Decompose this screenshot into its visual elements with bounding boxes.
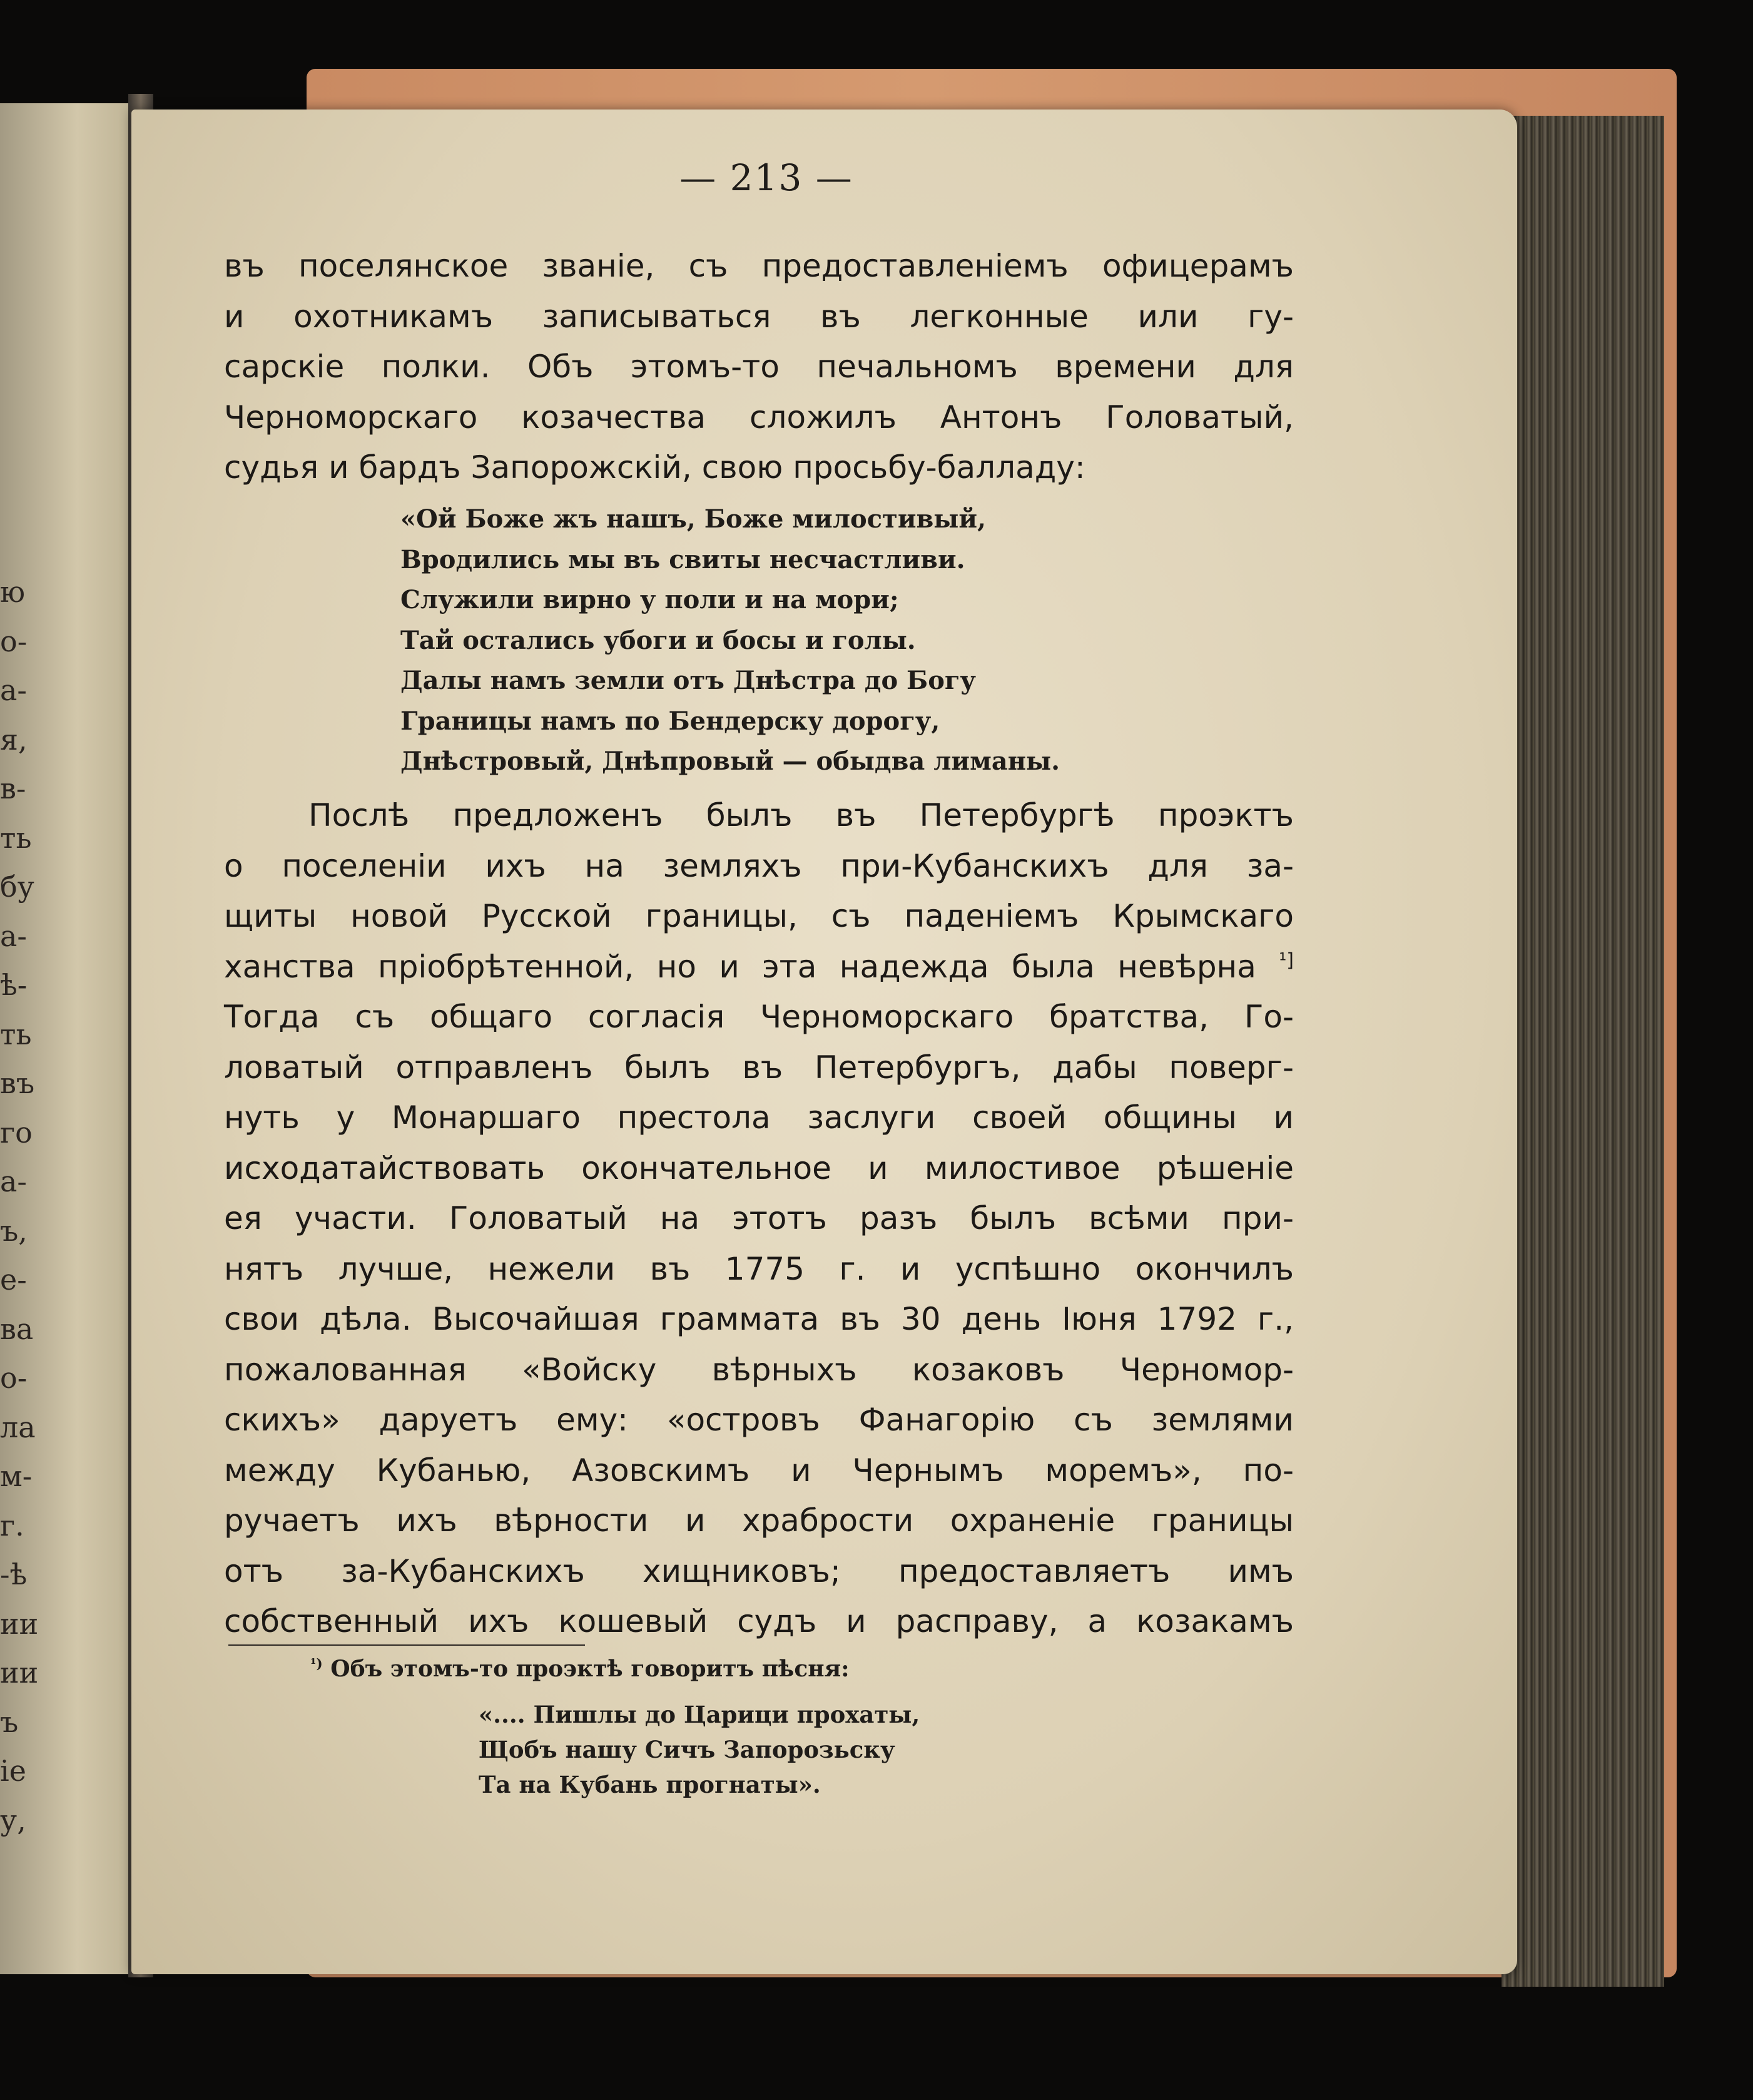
song-line: Та на Кубань прогнаты». — [479, 1771, 821, 1798]
footnote-text: Объ этомъ-то проэктѣ говоритъ пѣсня: — [330, 1656, 850, 1682]
fragment: іе — [0, 1754, 26, 1788]
fragment: ии — [0, 1656, 39, 1690]
fragment: а- — [0, 1165, 27, 1198]
text-line: нуть у Монаршаго престола заслуги своей общины и — [224, 1099, 1294, 1136]
left-page-text-fragments — [0, 568, 44, 1845]
fragment: г. — [0, 1508, 24, 1542]
text-line: между Кубанью, Азовскимъ и Чернымъ моремъ», по- — [224, 1452, 1294, 1489]
fragment: ъ, — [0, 1213, 28, 1248]
fragment: бу — [0, 870, 34, 904]
poem-line: Границы намъ по Бендерску дорогу, — [400, 706, 940, 736]
fragment: а- — [0, 919, 27, 953]
left-page — [0, 103, 141, 1974]
text-line: Послѣ предложенъ былъ въ Петербургѣ проэктъ — [308, 797, 1294, 833]
text-line: о поселеніи ихъ на земляхъ при-Кубанскихъ для за- — [224, 847, 1294, 884]
ballad-quote — [400, 499, 1214, 782]
footnote-song — [479, 1697, 1229, 1802]
text-line: ея участи. Головатый на этотъ разъ былъ всѣми при- — [224, 1200, 1294, 1236]
poem-line: Днѣстровый, Днѣпровый — обыдва лиманы. — [400, 747, 1060, 776]
song-line: Щобъ нашу Сичъ Запорозьску — [479, 1736, 895, 1763]
body-text-bottom — [224, 790, 1294, 1647]
text-line-with-footnote — [224, 942, 1294, 992]
text-line: и охотникамъ записываться въ легконные или гу- — [224, 298, 1294, 335]
footnote-rule — [228, 1644, 585, 1646]
text-line: исходатайствовать окончательное и милостивое рѣшеніе — [224, 1149, 1294, 1186]
poem-line: Далы намъ земли отъ Днѣстра до Богу — [400, 666, 977, 695]
footnote-marker: ¹) — [310, 1656, 323, 1672]
body-text-top — [224, 241, 1294, 493]
poem-line: «Ой Боже жъ нашъ, Боже милостивый, — [400, 504, 986, 534]
fragment: м- — [0, 1459, 33, 1493]
text-line: отъ за-Кубанскихъ хищниковъ; предоставляетъ имъ — [224, 1552, 1294, 1589]
fragment: -ѣ — [0, 1557, 28, 1591]
fragment: в- — [0, 772, 26, 805]
footnote-reference: ¹] — [1279, 949, 1294, 971]
text-line: свои дѣла. Высочайшая граммата въ 30 день Іюня 1792 г., — [224, 1301, 1294, 1337]
text-line: ручаетъ ихъ вѣрности и храбрости охраненіе границы — [224, 1502, 1294, 1539]
text-line: Черноморскаго козачества сложилъ Антонъ Головатый, — [224, 399, 1294, 436]
text-line: щиты новой Русской границы, съ паденіемъ Крымскаго — [224, 898, 1294, 934]
song-line: «.... Пишлы до Царици прохаты, — [479, 1701, 920, 1728]
fragment: у, — [0, 1803, 26, 1837]
text-line: скихъ» даруетъ ему: «островъ Фанагорію съ землями — [224, 1402, 1294, 1438]
fragment: о- — [0, 1361, 28, 1395]
text-line: нятъ лучше, нежели въ 1775 г. и успѣшно окончилъ — [224, 1250, 1294, 1287]
fragment: ла — [0, 1410, 36, 1444]
text-line: собственный ихъ кошевый судъ и расправу, а козакамъ — [224, 1603, 1294, 1639]
text-line: судья и бардъ Запорожскій, свою просьбу-балладу: — [224, 449, 1085, 486]
fragment: я, — [0, 722, 28, 757]
fragment: ии — [0, 1606, 39, 1641]
fragment: ъ — [0, 1705, 19, 1739]
fragment: ѣ- — [0, 968, 28, 1002]
text-line: въ поселянское званіе, съ предоставленіемъ офицерамъ — [224, 248, 1294, 284]
text-line: пожалованная «Войску вѣрныхъ козаковъ Черномор- — [224, 1351, 1294, 1388]
page-number: — 213 — — [679, 156, 853, 199]
text-line: сарскіе полки. Объ этомъ-то печальномъ времени для — [224, 349, 1294, 385]
fragment: въ — [0, 1066, 35, 1100]
text-line: ловатый отправленъ былъ въ Петербургъ, дабы поверг- — [224, 1049, 1294, 1086]
page-edges — [1501, 116, 1664, 1987]
line-text: ханства пріобрѣтенной, но и эта надежда была невѣрна — [224, 948, 1256, 985]
fragment: е- — [0, 1263, 27, 1297]
poem-line: Тай остались убоги и босы и голы. — [400, 625, 916, 655]
fragment: ть — [0, 820, 32, 855]
fragment: о- — [0, 624, 28, 658]
fragment: ть — [0, 1017, 32, 1051]
fragment: ю — [0, 575, 26, 609]
fragment: го — [0, 1115, 33, 1149]
footnote — [310, 1656, 850, 1682]
fragment: ва — [0, 1312, 34, 1346]
poem-line: Вродились мы въ свиты несчастливи. — [400, 544, 965, 574]
fragment: а- — [0, 673, 27, 707]
text-line: Тогда съ общаго согласія Черноморскаго братства, Го- — [224, 999, 1294, 1035]
poem-line: Служили вирно у поли и на мори; — [400, 585, 899, 614]
